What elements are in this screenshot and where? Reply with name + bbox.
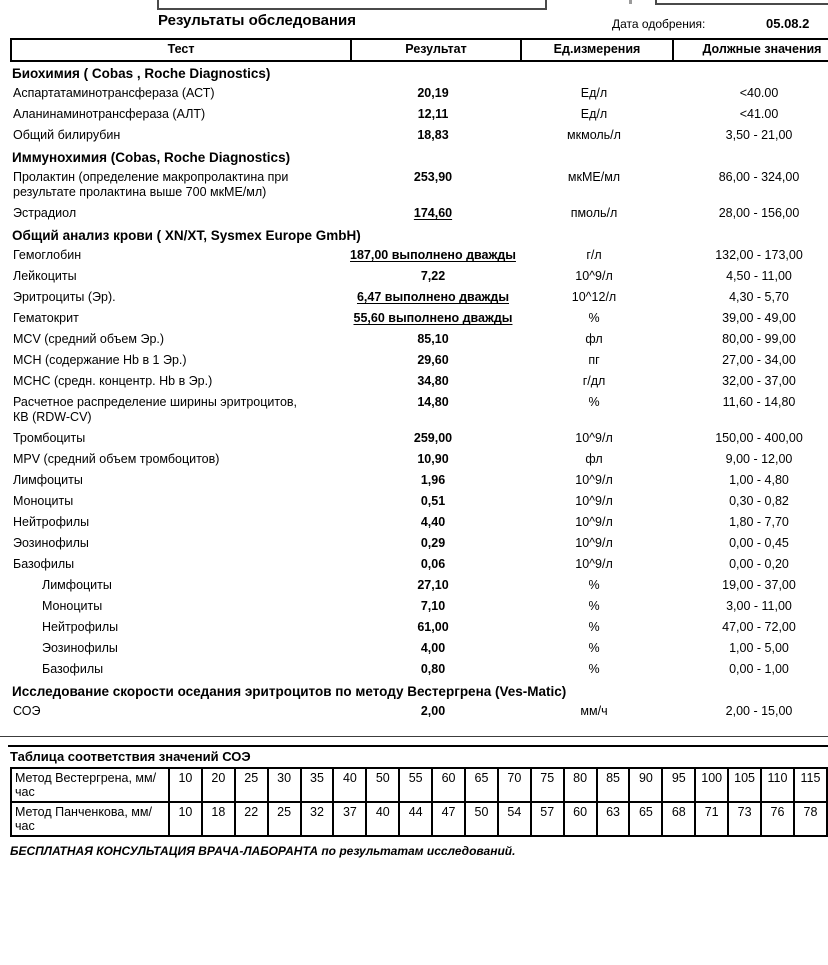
result-row	[10, 392, 828, 428]
result-value: 29,60	[417, 353, 449, 367]
soe-value-cell: 22	[235, 802, 268, 836]
reference-range: 150,00 - 400,00	[715, 431, 803, 445]
result-value: 0,80	[420, 662, 446, 676]
unit: Ед/л	[580, 107, 608, 121]
result-value: 10,90	[417, 452, 449, 466]
footer-note: БЕСПЛАТНАЯ КОНСУЛЬТАЦИЯ ВРАЧА-ЛАБОРАНТА по результатам исследований.	[10, 844, 516, 858]
result-row	[10, 245, 828, 266]
result-row	[10, 638, 828, 659]
unit: 10^9/л	[575, 269, 613, 283]
reference-range: 32,00 - 37,00	[722, 374, 796, 388]
unit: %	[588, 641, 600, 655]
result-value: 61,00	[417, 620, 449, 634]
reference-range: <40.00	[739, 86, 779, 100]
cutoff-date-box	[655, 0, 828, 5]
soe-value-cell: 50	[465, 802, 498, 836]
test-name: Тромбоциты	[13, 431, 86, 445]
result-value: 2,00	[420, 704, 446, 718]
soe-correspondence-table	[10, 767, 828, 837]
reference-range: 3,00 - 11,00	[726, 599, 792, 613]
test-name: Общий билирубин	[13, 128, 121, 142]
divider-rule	[0, 736, 828, 737]
unit: 10^9/л	[575, 536, 613, 550]
approval-date-value: 05.08.2	[766, 16, 810, 31]
result-value: 0,06	[420, 557, 446, 571]
unit: пг	[588, 353, 600, 367]
result-row	[10, 329, 828, 350]
test-name: Нейтрофилы	[13, 515, 90, 529]
test-name: Лимфоциты	[42, 578, 112, 592]
result-row	[10, 449, 828, 470]
section-title: Исследование скорости оседания эритроцитов по методу Вестергрена (Ves-Matic)	[12, 684, 567, 699]
soe-value-cell: 55	[399, 768, 432, 802]
results-table-header	[10, 38, 828, 62]
reference-range: 9,00 - 12,00	[725, 452, 793, 466]
reference-range: 4,50 - 11,00	[726, 269, 792, 283]
result-value: 34,80	[417, 374, 449, 388]
soe-value-cell: 78	[794, 802, 827, 836]
reference-range: 0,00 - 1,00	[729, 662, 789, 676]
soe-value-cell: 18	[202, 802, 235, 836]
test-name: Пролактин (определение макропролактина при результате пролактина выше 700 мкМЕ/мл)	[13, 170, 289, 199]
test-name: Моноциты	[42, 599, 103, 613]
result-row	[10, 575, 828, 596]
soe-table-row	[11, 768, 827, 802]
col-header-reference: Должные значения	[672, 40, 828, 60]
results-table	[10, 38, 828, 722]
soe-value-cell: 20	[202, 768, 235, 802]
section-title: Иммунохимия (Cobas, Roche Diagnostics)	[12, 150, 291, 165]
unit: мкМЕ/мл	[567, 170, 621, 184]
result-row	[10, 554, 828, 575]
test-name: Гематокрит	[13, 311, 79, 325]
result-value: 0,29	[420, 536, 446, 550]
result-row	[10, 701, 828, 722]
result-value: 18,83	[417, 128, 449, 142]
test-name: Лейкоциты	[13, 269, 77, 283]
result-row	[10, 125, 828, 146]
result-row	[10, 659, 828, 680]
soe-value-cell: 35	[301, 768, 334, 802]
result-row	[10, 617, 828, 638]
soe-value-cell: 25	[235, 768, 268, 802]
col-header-test: Тест	[167, 42, 195, 56]
result-value: 6,47 выполнено дважды	[356, 290, 509, 304]
test-name: Аланинаминотрансфераза (АЛТ)	[13, 107, 206, 121]
unit: пмоль/л	[570, 206, 618, 220]
soe-method-label: Метод Вестергрена, мм/час	[11, 768, 169, 802]
result-row	[10, 308, 828, 329]
soe-value-cell: 60	[432, 768, 465, 802]
unit: 10^9/л	[575, 557, 613, 571]
reference-range: 28,00 - 156,00	[718, 206, 800, 220]
unit: г/дл	[582, 374, 606, 388]
soe-value-cell: 76	[761, 802, 794, 836]
unit: %	[588, 662, 600, 676]
test-name: MCH (содержание Hb в 1 Эр.)	[13, 353, 187, 367]
reference-range: 3,50 - 21,00	[725, 128, 793, 142]
unit: 10^9/л	[575, 515, 613, 529]
soe-value-cell: 80	[564, 768, 597, 802]
result-value: 27,10	[417, 578, 449, 592]
test-name: Аспартатаминотрансфераза (АСТ)	[13, 86, 215, 100]
test-name: Эритроциты (Эр).	[13, 290, 116, 304]
results-body	[10, 62, 828, 722]
soe-value-cell: 54	[498, 802, 531, 836]
reference-range: 86,00 - 324,00	[718, 170, 800, 184]
result-value: 55,60 выполнено дважды	[353, 311, 513, 325]
result-value: 1,96	[420, 473, 446, 487]
result-value: 259,00	[413, 431, 453, 445]
soe-value-cell: 10	[169, 768, 202, 802]
soe-value-cell: 95	[662, 768, 695, 802]
unit: фл	[585, 452, 603, 466]
test-name: СОЭ	[13, 704, 41, 718]
section-header-row	[10, 146, 828, 167]
soe-value-cell: 100	[695, 768, 728, 802]
reference-range: 11,60 - 14,80	[722, 395, 796, 409]
unit: %	[588, 311, 600, 325]
section-header-row	[10, 62, 828, 83]
reference-range: 132,00 - 173,00	[715, 248, 803, 262]
soe-value-cell: 47	[432, 802, 465, 836]
soe-value-cell: 65	[629, 802, 662, 836]
col-header-units: Ед.измерения	[520, 40, 672, 60]
soe-value-cell: 115	[794, 768, 827, 802]
unit: %	[588, 578, 600, 592]
result-row	[10, 596, 828, 617]
test-name: Гемоглобин	[13, 248, 82, 262]
result-value: 4,40	[420, 515, 446, 529]
result-row	[10, 203, 828, 224]
result-row	[10, 512, 828, 533]
approval-date-label: Дата одобрения:	[612, 17, 706, 31]
soe-value-cell: 68	[662, 802, 695, 836]
test-name: MCV (средний объем Эр.)	[13, 332, 165, 346]
soe-correspondence-section	[8, 745, 828, 837]
result-row	[10, 287, 828, 308]
unit: %	[588, 395, 600, 409]
test-name: Лимфоциты	[13, 473, 83, 487]
result-row	[10, 167, 828, 203]
test-name: Нейтрофилы	[42, 620, 119, 634]
soe-value-cell: 37	[333, 802, 366, 836]
unit: Ед/л	[580, 86, 608, 100]
result-row	[10, 533, 828, 554]
result-row	[10, 266, 828, 287]
soe-value-cell: 10	[169, 802, 202, 836]
reference-range: 1,00 - 4,80	[729, 473, 789, 487]
unit: %	[588, 620, 600, 634]
unit: 10^12/л	[571, 290, 617, 304]
reference-range: 47,00 - 72,00	[722, 620, 796, 634]
test-name: Базофилы	[13, 557, 75, 571]
soe-value-cell: 73	[728, 802, 761, 836]
soe-value-cell: 40	[366, 802, 399, 836]
reference-range: 1,00 - 5,00	[729, 641, 789, 655]
soe-value-cell: 44	[399, 802, 432, 836]
reference-range: 4,30 - 5,70	[729, 290, 789, 304]
soe-value-cell: 57	[531, 802, 564, 836]
reference-range: 39,00 - 49,00	[722, 311, 796, 325]
result-row	[10, 491, 828, 512]
page-title: Результаты обследования	[158, 12, 356, 29]
soe-value-cell: 40	[333, 768, 366, 802]
result-value: 12,11	[417, 107, 449, 121]
soe-table-title: Таблица соответствия значений СОЭ	[10, 749, 251, 764]
reference-range: 19,00 - 37,00	[722, 578, 796, 592]
section-header-row	[10, 680, 828, 701]
col-header-result: Результат	[350, 40, 520, 60]
reference-range: 80,00 - 99,00	[722, 332, 796, 346]
result-value: 85,10	[417, 332, 449, 346]
result-row	[10, 371, 828, 392]
reference-range: 1,80 - 7,70	[729, 515, 789, 529]
test-name: MPV (средний объем тромбоцитов)	[13, 452, 220, 466]
unit: %	[588, 599, 600, 613]
soe-value-cell: 110	[761, 768, 794, 802]
reference-range: 2,00 - 15,00	[725, 704, 793, 718]
result-value: 7,22	[420, 269, 446, 283]
test-name: Эозинофилы	[13, 536, 89, 550]
soe-value-cell: 75	[531, 768, 564, 802]
soe-value-cell: 70	[498, 768, 531, 802]
reference-range: 27,00 - 34,00	[722, 353, 796, 367]
soe-value-cell: 63	[597, 802, 630, 836]
soe-value-cell: 60	[564, 802, 597, 836]
cutoff-mark	[629, 0, 632, 4]
reference-range: 0,30 - 0,82	[729, 494, 789, 508]
soe-value-cell: 32	[301, 802, 334, 836]
test-name: Моноциты	[13, 494, 74, 508]
result-row	[10, 104, 828, 125]
result-value: 14,80	[417, 395, 449, 409]
result-value: 0,51	[420, 494, 446, 508]
section-title: Общий анализ крови ( XN/XT, Sysmex Europe GmbH)	[12, 228, 361, 243]
unit: мкмоль/л	[567, 128, 621, 142]
result-value: 253,90	[413, 170, 453, 184]
result-value: 174,60	[413, 206, 453, 220]
test-name: Эозинофилы	[42, 641, 118, 655]
unit: 10^9/л	[575, 494, 613, 508]
reference-range: 0,00 - 0,20	[729, 557, 789, 571]
cutoff-input-box	[157, 0, 547, 10]
test-name: Эстрадиол	[13, 206, 77, 220]
unit: фл	[585, 332, 603, 346]
result-row	[10, 428, 828, 449]
test-name: MCHC (средн. концентр. Hb в Эр.)	[13, 374, 213, 388]
result-value: 4,00	[420, 641, 446, 655]
soe-table-body	[11, 768, 827, 836]
result-value: 187,00 выполнено дважды	[350, 248, 516, 262]
soe-table-row	[11, 802, 827, 836]
soe-value-cell: 65	[465, 768, 498, 802]
test-name: Базофилы	[42, 662, 104, 676]
result-value: 7,10	[420, 599, 446, 613]
result-value: 20,19	[417, 86, 449, 100]
soe-value-cell: 105	[728, 768, 761, 802]
soe-value-cell: 25	[268, 802, 301, 836]
soe-value-cell: 85	[597, 768, 630, 802]
section-title: Биохимия ( Cobas , Roche Diagnostics)	[12, 66, 271, 81]
result-row	[10, 470, 828, 491]
soe-value-cell: 90	[629, 768, 662, 802]
test-name: Расчетное распределение ширины эритроцитов, КВ (RDW-CV)	[13, 395, 298, 424]
soe-value-cell: 30	[268, 768, 301, 802]
result-row	[10, 83, 828, 104]
soe-method-label: Метод Панченкова, мм/час	[11, 802, 169, 836]
unit: мм/ч	[580, 704, 608, 718]
unit: 10^9/л	[575, 431, 613, 445]
section-header-row	[10, 224, 828, 245]
soe-value-cell: 50	[366, 768, 399, 802]
reference-range: 0,00 - 0,45	[729, 536, 789, 550]
unit: 10^9/л	[575, 473, 613, 487]
result-row	[10, 350, 828, 371]
reference-range: <41.00	[739, 107, 779, 121]
report-header	[0, 0, 828, 38]
soe-value-cell: 71	[695, 802, 728, 836]
unit: г/л	[586, 248, 602, 262]
